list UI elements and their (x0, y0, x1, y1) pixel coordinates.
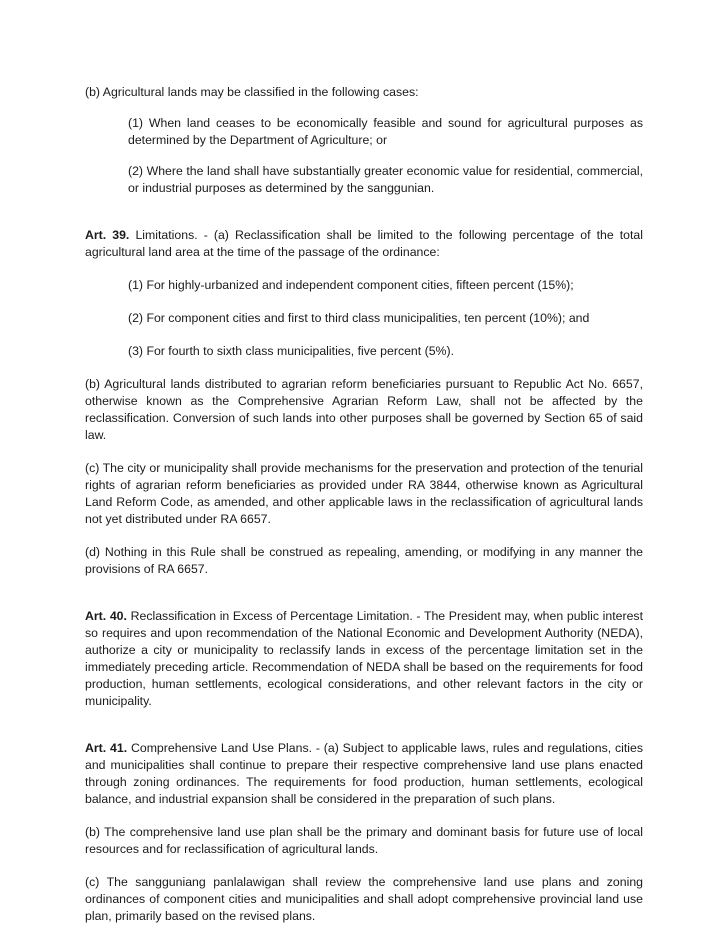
art41-paragraph-c: (c) The sangguniang panlalawigan shall review the comprehensive land use plans and zoning ordinances of component cities and municipalities and shall adopt comprehensive provincial land use plan, primarily based on the revised plans. (85, 875, 643, 923)
art38-b-item-1: (1) When land ceases to be economically feasible and sound for agricultural purposes as determined by the Department of Agriculture; or (128, 116, 643, 147)
art38-b-item-2: (2) Where the land shall have substantially greater economic value for residential, commercial, or industrial purposes as determined by the sanggunian. (128, 164, 643, 195)
art40-paragraph (85, 608, 643, 710)
art39-text: Limitations. - (a) Reclassification shall be limited to the following percentage of the total agricultural land area at the time of the passage of the ordinance: (85, 228, 643, 259)
art40-number: Art. 40. (85, 609, 127, 623)
art39-paragraph-b: (b) Agricultural lands distributed to agrarian reform beneficiaries pursuant to Republic Act No. 6657, otherwise known as the Comprehensive Agrarian Reform Law, shall not be affected by the reclassification. Conversion of such lands into other purposes shall be governed by Section 65 of said law. (85, 377, 643, 442)
art39-paragraph-c: (c) The city or municipality shall provide mechanisms for the preservation and protection of the tenurial rights of agrarian reform beneficiaries as provided under RA 3844, otherwise known as Agricultural Land Reform Code, as amended, and other applicable laws in the reclassification of agricultural lands not yet distributed under RA 6657. (85, 461, 643, 526)
art39-a-item-2: (2) For component cities and first to third class municipalities, ten percent (10%); and (128, 311, 590, 325)
art39-paragraph-d: (d) Nothing in this Rule shall be construed as repealing, amending, or modifying in any manner the provisions of RA 6657. (85, 545, 643, 576)
art39-a-item-1: (1) For highly-urbanized and independent component cities, fifteen percent (15%); (128, 278, 574, 292)
art41-paragraph (85, 740, 643, 808)
art40-text: Reclassification in Excess of Percentage Limitation. - The President may, when public interest so requires and upon recommendation of the National Economic and Development Authority (NEDA), authorize a city or municipality to reclassify lands in excess of the percentage limitation set in the immediately preceding article. Recommendation of NEDA shall be based on the requirements for food production, human settlements, ecological considerations, and other relevant factors in the city or municipality. (85, 609, 643, 708)
art39-heading-paragraph (85, 227, 643, 261)
art38-paragraph-b: (b) Agricultural lands may be classified in the following cases: (85, 85, 419, 99)
art41-text: Comprehensive Land Use Plans. - (a) Subject to applicable laws, rules and regulations, cities and municipalities shall continue to prepare their respective comprehensive land use plans enacted through zoning ordinances. The requirements for food production, human settlements, ecological balance, and industrial expansion shall be considered in the preparation of such plans. (85, 741, 643, 806)
art39-number: Art. 39. (85, 228, 130, 242)
art41-number: Art. 41. (85, 741, 128, 755)
art41-paragraph-b: (b) The comprehensive land use plan shall be the primary and dominant basis for future use of local resources and for reclassification of agricultural lands. (85, 825, 643, 856)
art39-a-item-3: (3) For fourth to sixth class municipalities, five percent (5%). (128, 344, 454, 358)
